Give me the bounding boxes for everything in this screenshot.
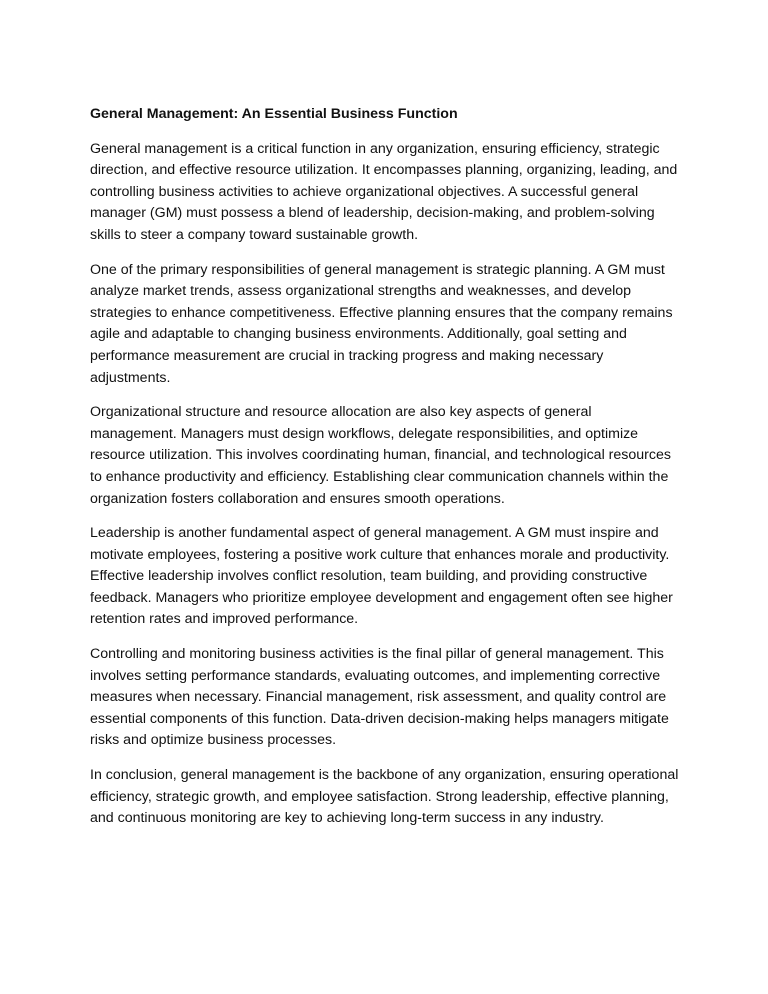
paragraph-leadership: Leadership is another fundamental aspect of general management. A GM must inspire and motivate employees, fostering a positive work culture that enhances morale and productivity. Effective leadership involves conflict resolution, team building, and providing constructive feedback. Managers who prioritize employee development and engagement often see higher retention rates and improved performance. <box>90 525 673 628</box>
paragraph-conclusion: In conclusion, general management is the backbone of any organization, ensuring operational efficiency, strategic growth, and employee satisfaction. Strong leadership, effective planning, and continuous monitoring are key to achieving long-term success in any industry. <box>90 767 679 827</box>
paragraph-organizational-structure: Organizational structure and resource allocation are also key aspects of general management. Managers must design workflows, delegate responsibilities, and optimize resource utilization. This involves coordinating human, financial, and technological resources to enhance productivity and efficiency. Establishing clear communication channels within the organization fosters collaboration and ensures smooth operations. <box>90 404 671 507</box>
document-body <box>90 104 682 843</box>
paragraph-intro: General management is a critical function in any organization, ensuring efficiency, strategic direction, and effective resource utilization. It encompasses planning, organizing, leading, and controlling business activities to achieve organizational objectives. A successful general manager (GM) must possess a blend of leadership, decision-making, and problem-solving skills to steer a company toward sustainable growth. <box>90 140 678 243</box>
paragraph-strategic-planning: One of the primary responsibilities of general management is strategic planning. A GM must analyze market trends, assess organizational strengths and weaknesses, and develop strategies to enhance competitiveness. Effective planning ensures that the company remains agile and adaptable to changing business environments. Additionally, goal setting and performance measurement are crucial in tracking progress and making necessary adjustments. <box>90 261 673 386</box>
paragraph-controlling: Controlling and monitoring business activities is the final pillar of general management. This involves setting performance standards, evaluating outcomes, and implementing corrective measures when necessary. Financial management, risk assessment, and quality control are essential components of this function. Data-driven decision-making helps managers mitigate risks and optimize business processes. <box>90 646 669 749</box>
document-title: General Management: An Essential Business Function <box>90 106 458 122</box>
